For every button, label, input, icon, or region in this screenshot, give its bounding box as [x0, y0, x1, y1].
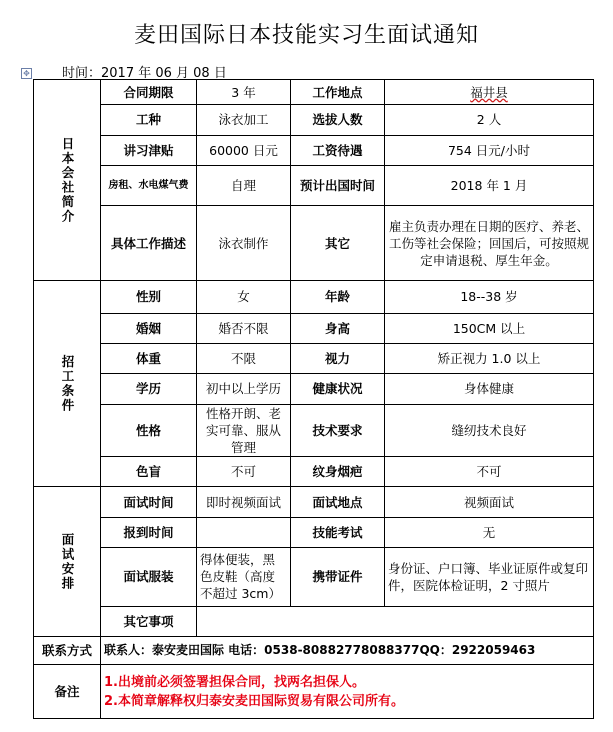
table-row [34, 374, 594, 404]
remarks-value[interactable] [101, 665, 594, 719]
attire-label: 面试服装 [101, 548, 197, 607]
table-row [34, 165, 594, 205]
contact-label: 联系方式 [34, 637, 101, 665]
remarks-label: 备注 [34, 665, 101, 719]
other-matters-value[interactable] [197, 606, 594, 636]
report-time-value[interactable] [197, 517, 291, 547]
table-row [34, 281, 594, 313]
job-label: 工种 [101, 105, 197, 135]
table-row [34, 517, 594, 547]
personality-label: 性格 [101, 404, 197, 457]
education-label: 学历 [101, 374, 197, 404]
tattoo-label: 纹身烟疤 [291, 457, 385, 487]
table-row [34, 665, 594, 719]
contract-label: 合同期限 [101, 80, 197, 105]
table-row [34, 313, 594, 343]
health-label: 健康状况 [291, 374, 385, 404]
interview-place-value[interactable]: 视频面试 [385, 487, 594, 517]
report-time-label: 报到时间 [101, 517, 197, 547]
other-matters-label: 其它事项 [101, 606, 197, 636]
rent-label: 房租、水电煤气费 [101, 165, 197, 205]
job-description-label: 具体工作描述 [101, 206, 197, 281]
skill-value[interactable]: 缝纫技术良好 [385, 404, 594, 457]
other-value[interactable]: 雇主负责办理在日期的医疗、养老、工伤等社会保险；回国后，可按照规定申请退税、厚生年金。 [385, 206, 594, 281]
wage-value[interactable]: 754 日元/小时 [385, 135, 594, 165]
headcount-value[interactable]: 2 人 [385, 105, 594, 135]
attire-value[interactable]: 得体便装，黑色皮鞋（高度不超过 3cm） [197, 548, 291, 607]
gender-value[interactable]: 女 [197, 281, 291, 313]
section-company: 日本会社简介 [34, 80, 101, 281]
skill-exam-value[interactable]: 无 [385, 517, 594, 547]
gender-label: 性别 [101, 281, 197, 313]
education-value[interactable]: 初中以上学历 [197, 374, 291, 404]
health-value[interactable]: 身体健康 [385, 374, 594, 404]
job-value[interactable]: 泳衣加工 [197, 105, 291, 135]
interview-time-value[interactable]: 即时视频面试 [197, 487, 291, 517]
headcount-label: 选拔人数 [291, 105, 385, 135]
table-row [34, 487, 594, 517]
interview-time-label: 面试时间 [101, 487, 197, 517]
notice-table-container [33, 79, 593, 719]
section-requirements: 招工条件 [34, 281, 101, 487]
weight-label: 体重 [101, 343, 197, 373]
allowance-label: 讲习津贴 [101, 135, 197, 165]
tattoo-value[interactable]: 不可 [385, 457, 594, 487]
table-row [34, 343, 594, 373]
table-row [34, 105, 594, 135]
table-move-handle-icon[interactable]: ✥ [21, 68, 32, 79]
notice-table [33, 79, 594, 719]
departure-label: 预计出国时间 [291, 165, 385, 205]
page-title: 麦田国际日本技能实习生面试通知 [133, 23, 479, 48]
interview-place-label: 面试地点 [291, 487, 385, 517]
weight-value[interactable]: 不限 [197, 343, 291, 373]
job-description-value[interactable]: 泳衣制作 [197, 206, 291, 281]
vision-label: 视力 [291, 343, 385, 373]
notice-date: 时间：2017 年 06 月 08 日 [62, 66, 227, 81]
table-row [34, 457, 594, 487]
documents-label: 携带证件 [291, 548, 385, 607]
allowance-value[interactable]: 60000 日元 [197, 135, 291, 165]
table-row [34, 135, 594, 165]
vision-value[interactable]: 矫正视力 1.0 以上 [385, 343, 594, 373]
marriage-label: 婚姻 [101, 313, 197, 343]
age-label: 年龄 [291, 281, 385, 313]
marriage-value[interactable]: 婚否不限 [197, 313, 291, 343]
wage-label: 工资待遇 [291, 135, 385, 165]
location-text: 福井县 [470, 84, 508, 100]
table-row [34, 404, 594, 457]
other-label: 其它 [291, 206, 385, 281]
location-label: 工作地点 [291, 80, 385, 105]
departure-value[interactable]: 2018 年 1 月 [385, 165, 594, 205]
remark-line-1: 1.出境前必须签署担保合同，找两名担保人。 [104, 674, 365, 690]
table-row [34, 637, 594, 665]
personality-value[interactable]: 性格开朗、老实可靠、服从管理 [197, 404, 291, 457]
location-value[interactable] [385, 80, 594, 105]
contract-value[interactable]: 3 年 [197, 80, 291, 105]
table-row [34, 606, 594, 636]
skill-label: 技术要求 [291, 404, 385, 457]
table-row [34, 206, 594, 281]
remark-line-2: 2.本简章解释权归泰安麦田国际贸易有限公司所有。 [104, 693, 404, 709]
colorblind-value[interactable]: 不可 [197, 457, 291, 487]
rent-value[interactable]: 自理 [197, 165, 291, 205]
table-row [34, 80, 594, 105]
contact-value[interactable]: 联系人：泰安麦田国际 电话：0538-80882778088377QQ：2922059463 [101, 637, 594, 665]
age-value[interactable]: 18--38 岁 [385, 281, 594, 313]
skill-exam-label: 技能考试 [291, 517, 385, 547]
documents-value[interactable]: 身份证、户口簿、毕业证原件或复印件，医院体检证明，2 寸照片 [385, 548, 594, 607]
section-interview: 面试安排 [34, 487, 101, 637]
table-row [34, 548, 594, 607]
colorblind-label: 色盲 [101, 457, 197, 487]
height-label: 身高 [291, 313, 385, 343]
height-value[interactable]: 150CM 以上 [385, 313, 594, 343]
